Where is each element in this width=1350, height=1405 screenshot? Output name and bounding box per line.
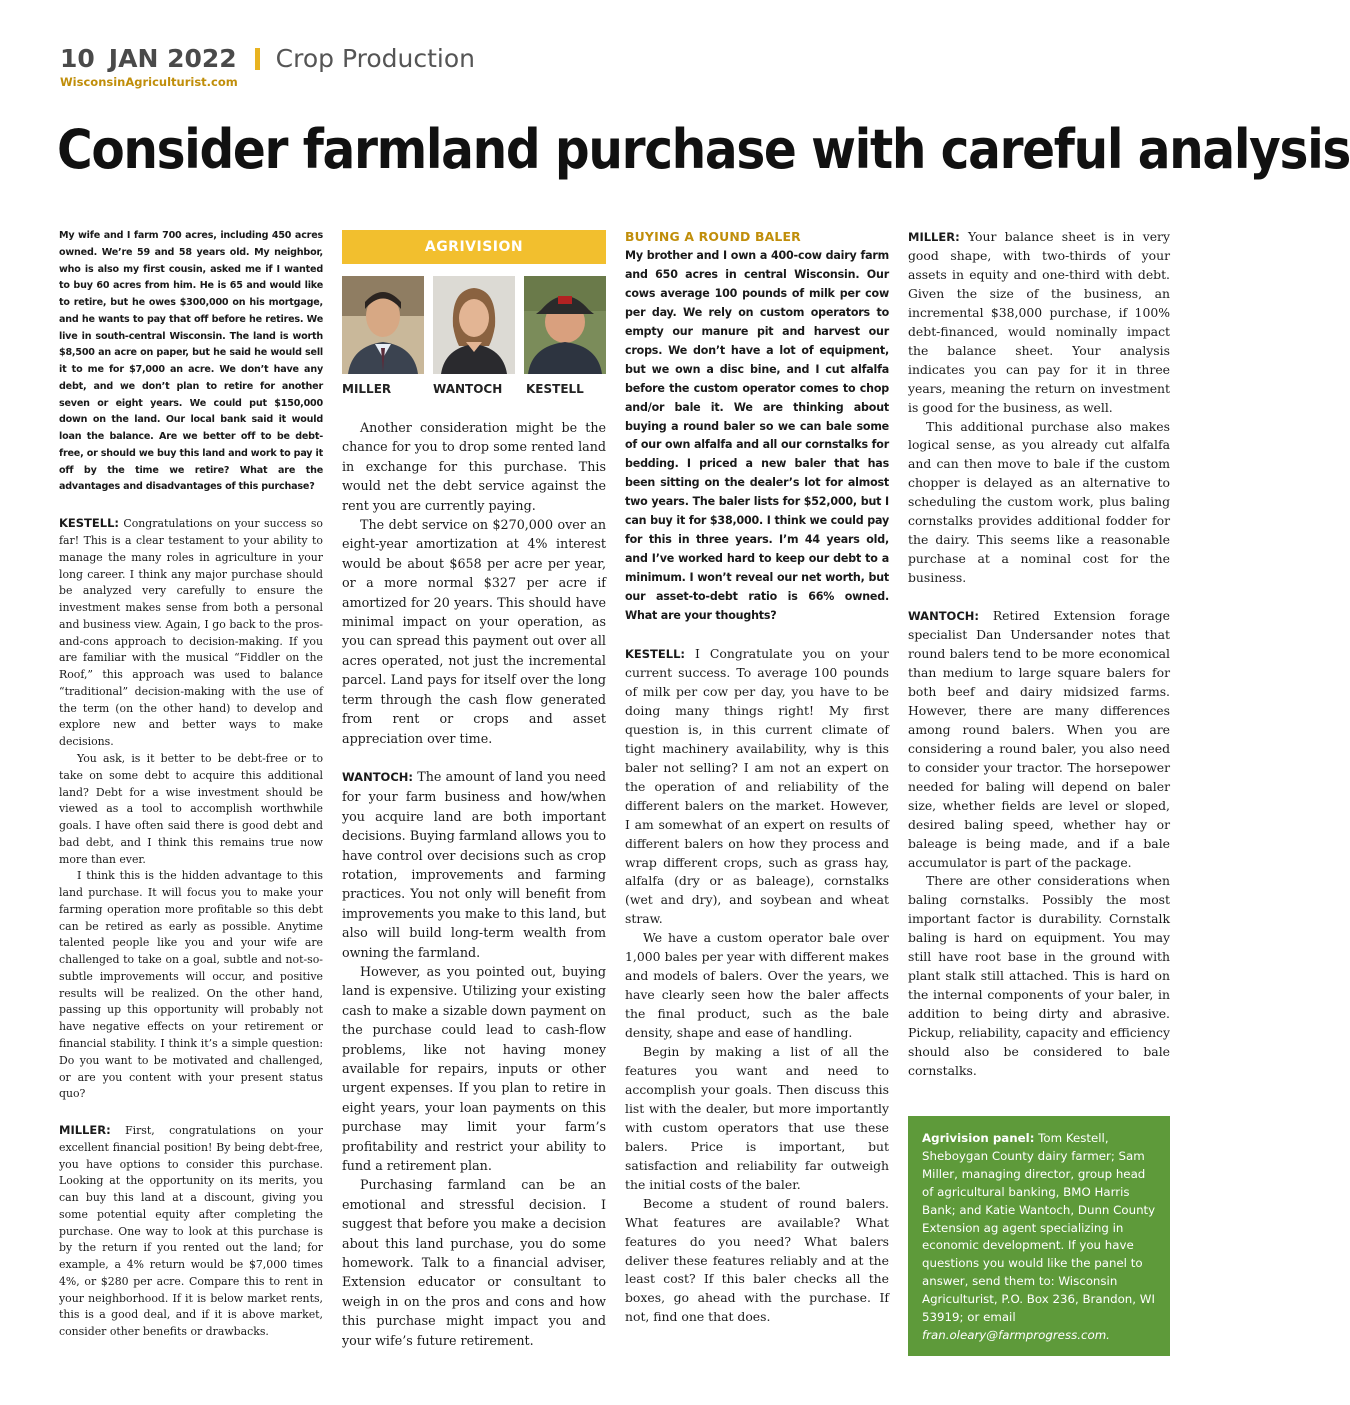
kestell-answer-baler-p1 — [625, 645, 889, 929]
photo-miller — [342, 276, 424, 374]
column-1 — [59, 228, 323, 1341]
agrivision-label: AGRIVISION — [424, 239, 524, 255]
panelist-names — [342, 382, 606, 396]
kestell-answer-land-p3: I think this is the hidden advantage to this land purchase. It will focus you to make your farming operation more profitable so this debt can be retired as early as possible. Anytime talented people like you and your wife are challenged to take on a goal, subtle and not-so-subtle improvements will occur, and positive results will be realized. On the other hand, passing up this opportunity will probably not have negative effects on your retirement or financial stability. I think it’s a simple question: Do you want to be motivated and challenged, or are you content with your present status quo? — [59, 869, 323, 1101]
photo-kestell — [524, 276, 606, 374]
agrivision-panel-box — [908, 1116, 1170, 1356]
section-name: Crop Production — [275, 44, 475, 73]
miller-answer-baler-p1 — [908, 228, 1170, 418]
speaker-kestell: KESTELL: — [625, 647, 686, 662]
wantoch-answer-land-p3: Purchasing farmland can be an emotional and stressful decision. I suggest that before you make a decision about this land purchase, you do some homework. Talk to a financial adviser, Extension educator or consultant to weigh in on the pros and cons and how this purchase might impact you and your wife’s future retirement. — [342, 1177, 606, 1348]
speaker-wantoch: WANTOCH: — [342, 769, 413, 784]
answer-text: Congratulations on your success so far! This is a clear testament to your ability to manage the many roles in agriculture in your long career. I think any major purchase should be analyzed very carefully to ensure the investment makes sense from both a personal and business view. Again, I go back to the pros-and-cons approach to decision-making. If you are familiar with the musical “Fiddler on the Roof,” this approach was used to balance “traditional” decision-making with the use of the term (on the other hand) to develop and explore new and better ways to make decisions. — [59, 517, 323, 749]
column-3 — [625, 228, 889, 1327]
site-url[interactable]: WisconsinAgriculturist.com — [60, 75, 238, 89]
wantoch-answer-baler-p2: There are other considerations when baling cornstalks. Possibly the most important factor is durability. Cornstalk baling is hard on equipment. You may still have root base in the ground with plant stalk still attached. This is hard on the internal components of your baler, in addition to being dirty and abrasive. Pickup, reliability, capacity and efficiency should also be considered to bale cornstalks. — [908, 873, 1170, 1078]
issue-date: JAN 2022 — [108, 44, 237, 73]
masthead-divider — [255, 48, 260, 70]
name-miller: MILLER — [342, 382, 392, 396]
subhead-round-baler: BUYING A ROUND BALER — [625, 229, 801, 244]
kestell-answer-baler-p2: We have a custom operator bale over 1,000 bales per year with different makes and models of balers. Over the years, we have clearly seen how the baler affects the final product, such as the bale density, shape and ease of handling. — [625, 930, 889, 1041]
article-headline: Consider farmland purchase with careful analysis — [57, 118, 1350, 181]
panelist-photos — [342, 276, 606, 374]
kestell-answer-baler-p4: Become a student of round balers. What features are available? What features do you need? What balers deliver these features reliably and at the least cost? If this baler checks all the boxes, go ahead with the purchase. If not, find one that does. — [625, 1195, 889, 1325]
answer-text: Retired Extension forage specialist Dan Undersander notes that round balers tend to be more economical than medium to large square balers for both beef and dairy midsized farms. However, there are many differences among round balers. When you are considering a round baler, you also need to consider your tractor. The horsepower needed for baling will depend on baler size, whether fields are level or sloped, desired baling speed, whether hay or baleage is being made, and if a bale accumulator is part of the package. — [908, 608, 1170, 870]
speaker-kestell: KESTELL: — [59, 516, 120, 531]
speaker-miller: MILLER: — [908, 230, 960, 244]
speaker-miller: MILLER: — [59, 1123, 111, 1138]
miller-answer-baler-p2: This additional purchase also makes logical sense, as you already cut alfalfa and can then move to bale if the custom chopper is delayed as an alternative to scheduling the custom work, plus baling cornstalks provides additional fodder for the dairy. This seems like a reasonable purchase at a nominal cost for the business. — [908, 418, 1170, 586]
panel-email-link[interactable]: fran.oleary@farmprogress.com. — [922, 1327, 1110, 1342]
panel-text: Tom Kestell, Sheboygan County dairy farmer; Sam Miller, managing director, group head of agricultural banking, BMO Harris Bank; and Katie Wantoch, Dunn County Extension ag agent specializing in economic development. If you have questions you would like the panel to answer, send them to: Wisconsin Agriculturist, P.O. Box 236, Brandon, WI 53919; or email — [922, 1131, 1156, 1325]
reader-question-baler: My brother and I own a 400-cow dairy farm and 650 acres in central Wisconsin. Our cows average 100 pounds of milk per cow per day. We rely on custom operators to empty our manure pit and harvest our crops. We don’t have a lot of equipment, but we own a disc bine, and I cut alfalfa before the custom operator comes to chop and/or bale it. We are thinking about buying a round baler so we can bale some of our own alfalfa and all our cornstalks for bedding. I priced a new baler that has been sitting on the dealer’s lot for almost two years. The baler lists for $52,000, but I can buy it for $38,000. I think we could pay for this in three years. I’m 44 years old, and I’ve worked hard to keep our debt to a minimum. I won’t reveal our net worth, but our asset-to-debt ratio is 66% owned. What are your thoughts? — [625, 248, 889, 623]
answer-text: The amount of land you need for your farm business and how/when you acquire land are both important decisions. Buying farmland allows you to have control over decisions such as crop rotation, improvements and farming practices. You not only will benefit from improvements you make to this land, but also will build long-term wealth from owning the farmland. — [342, 768, 606, 960]
speaker-wantoch: WANTOCH: — [908, 609, 979, 624]
masthead — [60, 44, 960, 100]
wantoch-answer-land-p2: However, as you pointed out, buying land is expensive. Utilizing your existing cash to make a sizable down payment on the purchase could lead to cash-flow problems, like not having money available for repairs, inputs or other urgent expenses. If you plan to retire in eight years, your loan payments on this purchase may limit your farm’s profitability and restrict your ability to fund a retirement plan. — [342, 963, 606, 1174]
panel-heading: Agrivision panel: — [922, 1131, 1035, 1145]
name-kestell: KESTELL — [526, 382, 584, 396]
column-2 — [342, 230, 606, 1350]
column-4 — [908, 228, 1170, 1081]
miller-answer-land-p2: Another consideration might be the chance for you to drop some rented land in exchange for this purchase. This would net the debt service against the rent you are currently paying. — [342, 420, 606, 513]
kestell-answer-land-p2: You ask, is it better to be debt-free or to take on some debt to acquire this additional land? Debt for a wise investment should be viewed as a tool to accomplish worthwhile goals. I have often said there is good debt and bad debt, and I think this remains true now more than ever. — [59, 751, 323, 866]
kestell-answer-land-p1 — [59, 515, 323, 751]
answer-text: I Congratulate you on your current success. To average 100 pounds of milk per cow per day, you have to be doing many things right! My first question is, in this current climate of tight machinery availability, why is this baler not selling? I am not an expert on the operation of and reliability of the different balers on the market. However, I am somewhat of an expert on results of different balers on how they process and wrap different crops, such as grass hay, alfalfa (dry or as baleage), cornstalks (wet and dry), and soybean and wheat straw. — [625, 646, 889, 927]
name-wantoch: WANTOCH — [433, 382, 503, 396]
miller-answer-land-p3: The debt service on $270,000 over an eight-year amortization at 4% interest would be about $658 per acre per year, or a more normal $327 per acre if amortized for 20 years. This should have minimal impact on your operation, as you can spread this payment out over all acres operated, not just the incremental parcel. Land pays for itself over the long term through the cash flow generated from rent or crops and asset appreciation over time. — [342, 517, 606, 746]
answer-text-continued: First, congratulations on your excellent financial position! By being debt-free, you have options to consider this purchase. Looking at the opportunity on its merits, you can buy this land at a discount, giving you some potential equity after completing the purchase. One way to look at this purchase is by the return if you rented out the land; for example, a 4% return would be $7,000 times 4%, or $280 per acre. Compare this to rent in your neighborhood. If it is below market rents, this is a good deal, and if it is above market, consider other benefits or drawbacks. — [59, 1124, 323, 1339]
masthead-line — [60, 44, 960, 73]
answer-text: Your balance sheet is in very good shape, with two-thirds of your assets in equity and one-third with debt. Given the size of the business, an incremental $38,000 purchase, if 100% debt-financed, would nominally impact the balance sheet. Your analysis indicates you can pay for it in three years, meaning the return on investment is good for the business, as well. — [908, 229, 1170, 415]
photo-wantoch — [433, 276, 515, 374]
reader-question-land: My wife and I farm 700 acres, including 450 acres owned. We’re 59 and 58 years old. My neighbor, who is also my first cousin, asked me if I wanted to buy 60 acres from him. He is 65 and would like to retire, but he owes $300,000 on his mortgage, and he wants to pay that off before he retires. We live in south-central Wisconsin. The land is worth $8,500 an acre on paper, but he said he would sell it to me for $7,000 an acre. We don’t have any debt, and we don’t plan to retire for another seven or eight years. We could put $150,000 down on the land. Our local bank said it would loan the balance. Are we better off to be debt-free, or should we buy this land and work to pay it off by the time we retire? What are the advantages and disadvantages of this purchase? — [59, 230, 323, 493]
wantoch-answer-land-p1 — [342, 767, 606, 962]
wantoch-answer-baler-p1 — [908, 607, 1170, 872]
miller-answer-land-p1 — [59, 1122, 323, 1341]
agrivision-banner — [342, 230, 606, 264]
page-number: 10 — [60, 44, 95, 73]
kestell-answer-baler-p3: Begin by making a list of all the features you want and need to accomplish your goals. Then discuss this list with the dealer, but more importantly with custom operators that use these balers. Price is important, but satisfaction and reliability far outweigh the initial costs of the baler. — [625, 1044, 889, 1192]
